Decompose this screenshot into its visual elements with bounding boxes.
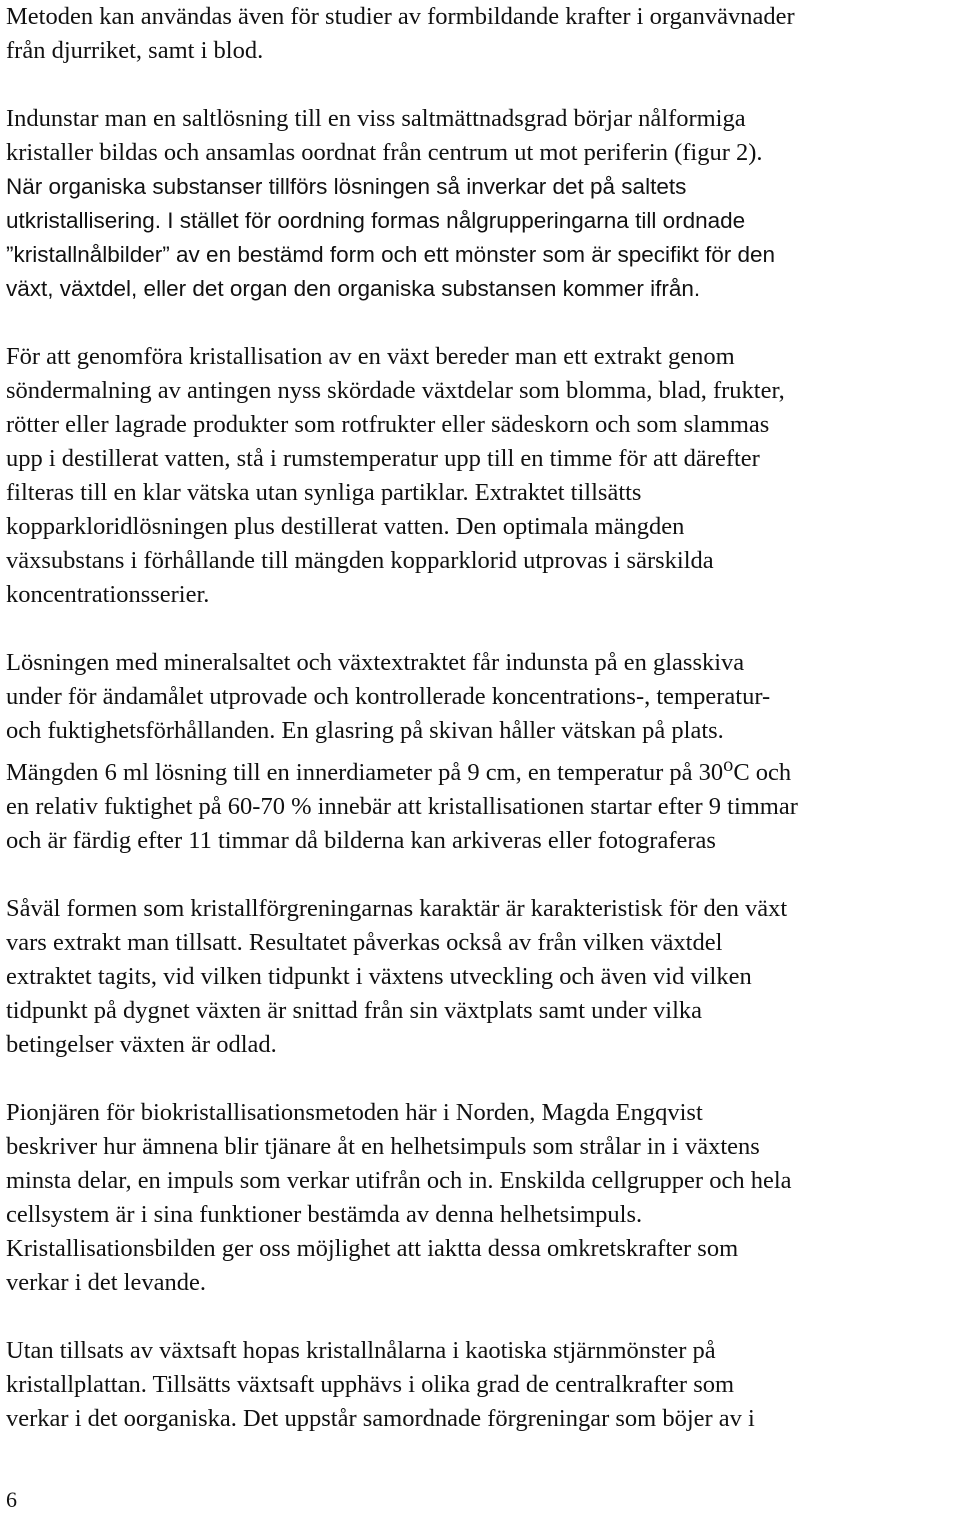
text-line: kopparkloridlösningen plus destillerat vatten. Den optimala mängden bbox=[6, 513, 685, 540]
text-line: rötter eller lagrade produkter som rotfrukter eller sädeskorn och som slammas bbox=[6, 411, 770, 438]
text-line: vars extrakt man tillsatt. Resultatet påverkas också av från vilken växtdel bbox=[6, 929, 723, 957]
text-line: tidpunkt på dygnet växten är snittad från sin växtplats samt under vilka bbox=[6, 997, 703, 1025]
text-line: För att genomföra kristallisation av en växt bereder man ett extrakt genom bbox=[6, 343, 735, 370]
text-line: Pionjären för biokristallisationsmetoden här i Norden, Magda Engqvist bbox=[6, 1099, 703, 1127]
text-line: och är färdig efter 11 timmar då bilderna kan arkiveras eller fotograferas bbox=[6, 827, 716, 855]
text-line: Indunstar man en saltlösning till en viss saltmättnadsgrad börjar nålformiga bbox=[6, 105, 746, 132]
paragraph-5 bbox=[6, 892, 956, 1062]
text-line: söndermalning av antingen nyss skördade växtdelar som blomma, blad, frukter, bbox=[6, 377, 785, 404]
text-line-temperature bbox=[6, 748, 956, 790]
text-line: upp i destillerat vatten, stå i rumstemperatur upp till en timme för att därefter bbox=[6, 445, 760, 472]
text-line: en relativ fuktighet på 60-70 % innebär att kristallisationen startar efter 9 timmar bbox=[6, 793, 798, 821]
text-line: från djurriket, samt i blod. bbox=[6, 37, 264, 64]
text-line: beskriver hur ämnena blir tjänare åt en helhetsimpuls som strålar in i växtens bbox=[6, 1133, 760, 1161]
text-line: koncentrationsserier. bbox=[6, 581, 210, 608]
text-line: kristaller bildas och ansamlas oordnat från centrum ut mot periferin (figur 2). bbox=[6, 139, 763, 166]
text-line: minsta delar, en impuls som verkar utifrån och in. Enskilda cellgrupper och hela bbox=[6, 1167, 792, 1195]
text-line: verkar i det levande. bbox=[6, 1269, 206, 1297]
paragraph-1 bbox=[6, 0, 956, 68]
text-line: När organiska substanser tillförs lösningen så inverkar det på saltets bbox=[6, 174, 687, 199]
paragraph-3 bbox=[6, 340, 956, 612]
text-line: Lösningen med mineralsaltet och växtextraktet får indunsta på en glasskiva bbox=[6, 649, 745, 676]
text-line: extraktet tagits, vid vilken tidpunkt i växtens utveckling och även vid vilken bbox=[6, 963, 752, 991]
text-line: växt, växtdel, eller det organ den organiska substansen kommer ifrån. bbox=[6, 276, 701, 301]
text-line: Metoden kan användas även för studier av formbildande krafter i organvävnader bbox=[6, 3, 795, 30]
paragraph-7 bbox=[6, 1334, 956, 1436]
text-segment: Mängden 6 ml lösning till en innerdiameter på 9 cm, en temperatur på 30 bbox=[6, 759, 724, 787]
text-line: cellsystem är i sina funktioner bestämda av denna helhetsimpuls. bbox=[6, 1201, 643, 1229]
paragraph-6 bbox=[6, 1096, 956, 1300]
text-line: kristallplattan. Tillsätts växtsaft upphävs i olika grad de centralkrafter som bbox=[6, 1371, 735, 1399]
text-line: Såväl formen som kristallförgreningarnas karaktär är karakteristisk för den växt bbox=[6, 895, 788, 923]
text-line: utkristallisering. I stället för oordning formas nålgrupperingarna till ordnade bbox=[6, 208, 746, 233]
page-number: 6 bbox=[6, 1487, 17, 1512]
text-line: betingelser växten är odlad. bbox=[6, 1031, 277, 1059]
text-line: verkar i det oorganiska. Det uppstår samordnade förgreningar som böjer av i bbox=[6, 1405, 755, 1433]
text-line: under för ändamålet utprovade och kontrollerade koncentrations-, temperatur- bbox=[6, 683, 771, 710]
text-line: filteras till en klar vätska utan synliga partiklar. Extraktet tillsätts bbox=[6, 479, 642, 506]
paragraph-4 bbox=[6, 646, 956, 858]
paragraph-2 bbox=[6, 102, 956, 306]
text-line: Kristallisationsbilden ger oss möjlighet att iaktta dessa omkretskrafter som bbox=[6, 1235, 739, 1263]
text-line: Utan tillsats av växtsaft hopas kristallnålarna i kaotiska stjärnmönster på bbox=[6, 1337, 716, 1365]
text-segment: C och bbox=[733, 759, 792, 787]
degree-superscript: o bbox=[723, 754, 734, 776]
body-text bbox=[6, 0, 956, 1470]
text-line: växsubstans i förhållande till mängden kopparklorid utprovas i särskilda bbox=[6, 547, 714, 574]
text-line: och fuktighetsförhållanden. En glasring på skivan håller vätskan på plats. bbox=[6, 717, 724, 744]
text-line: ”kristallnålbilder” av en bestämd form och ett mönster som är specifikt för den bbox=[6, 242, 776, 267]
